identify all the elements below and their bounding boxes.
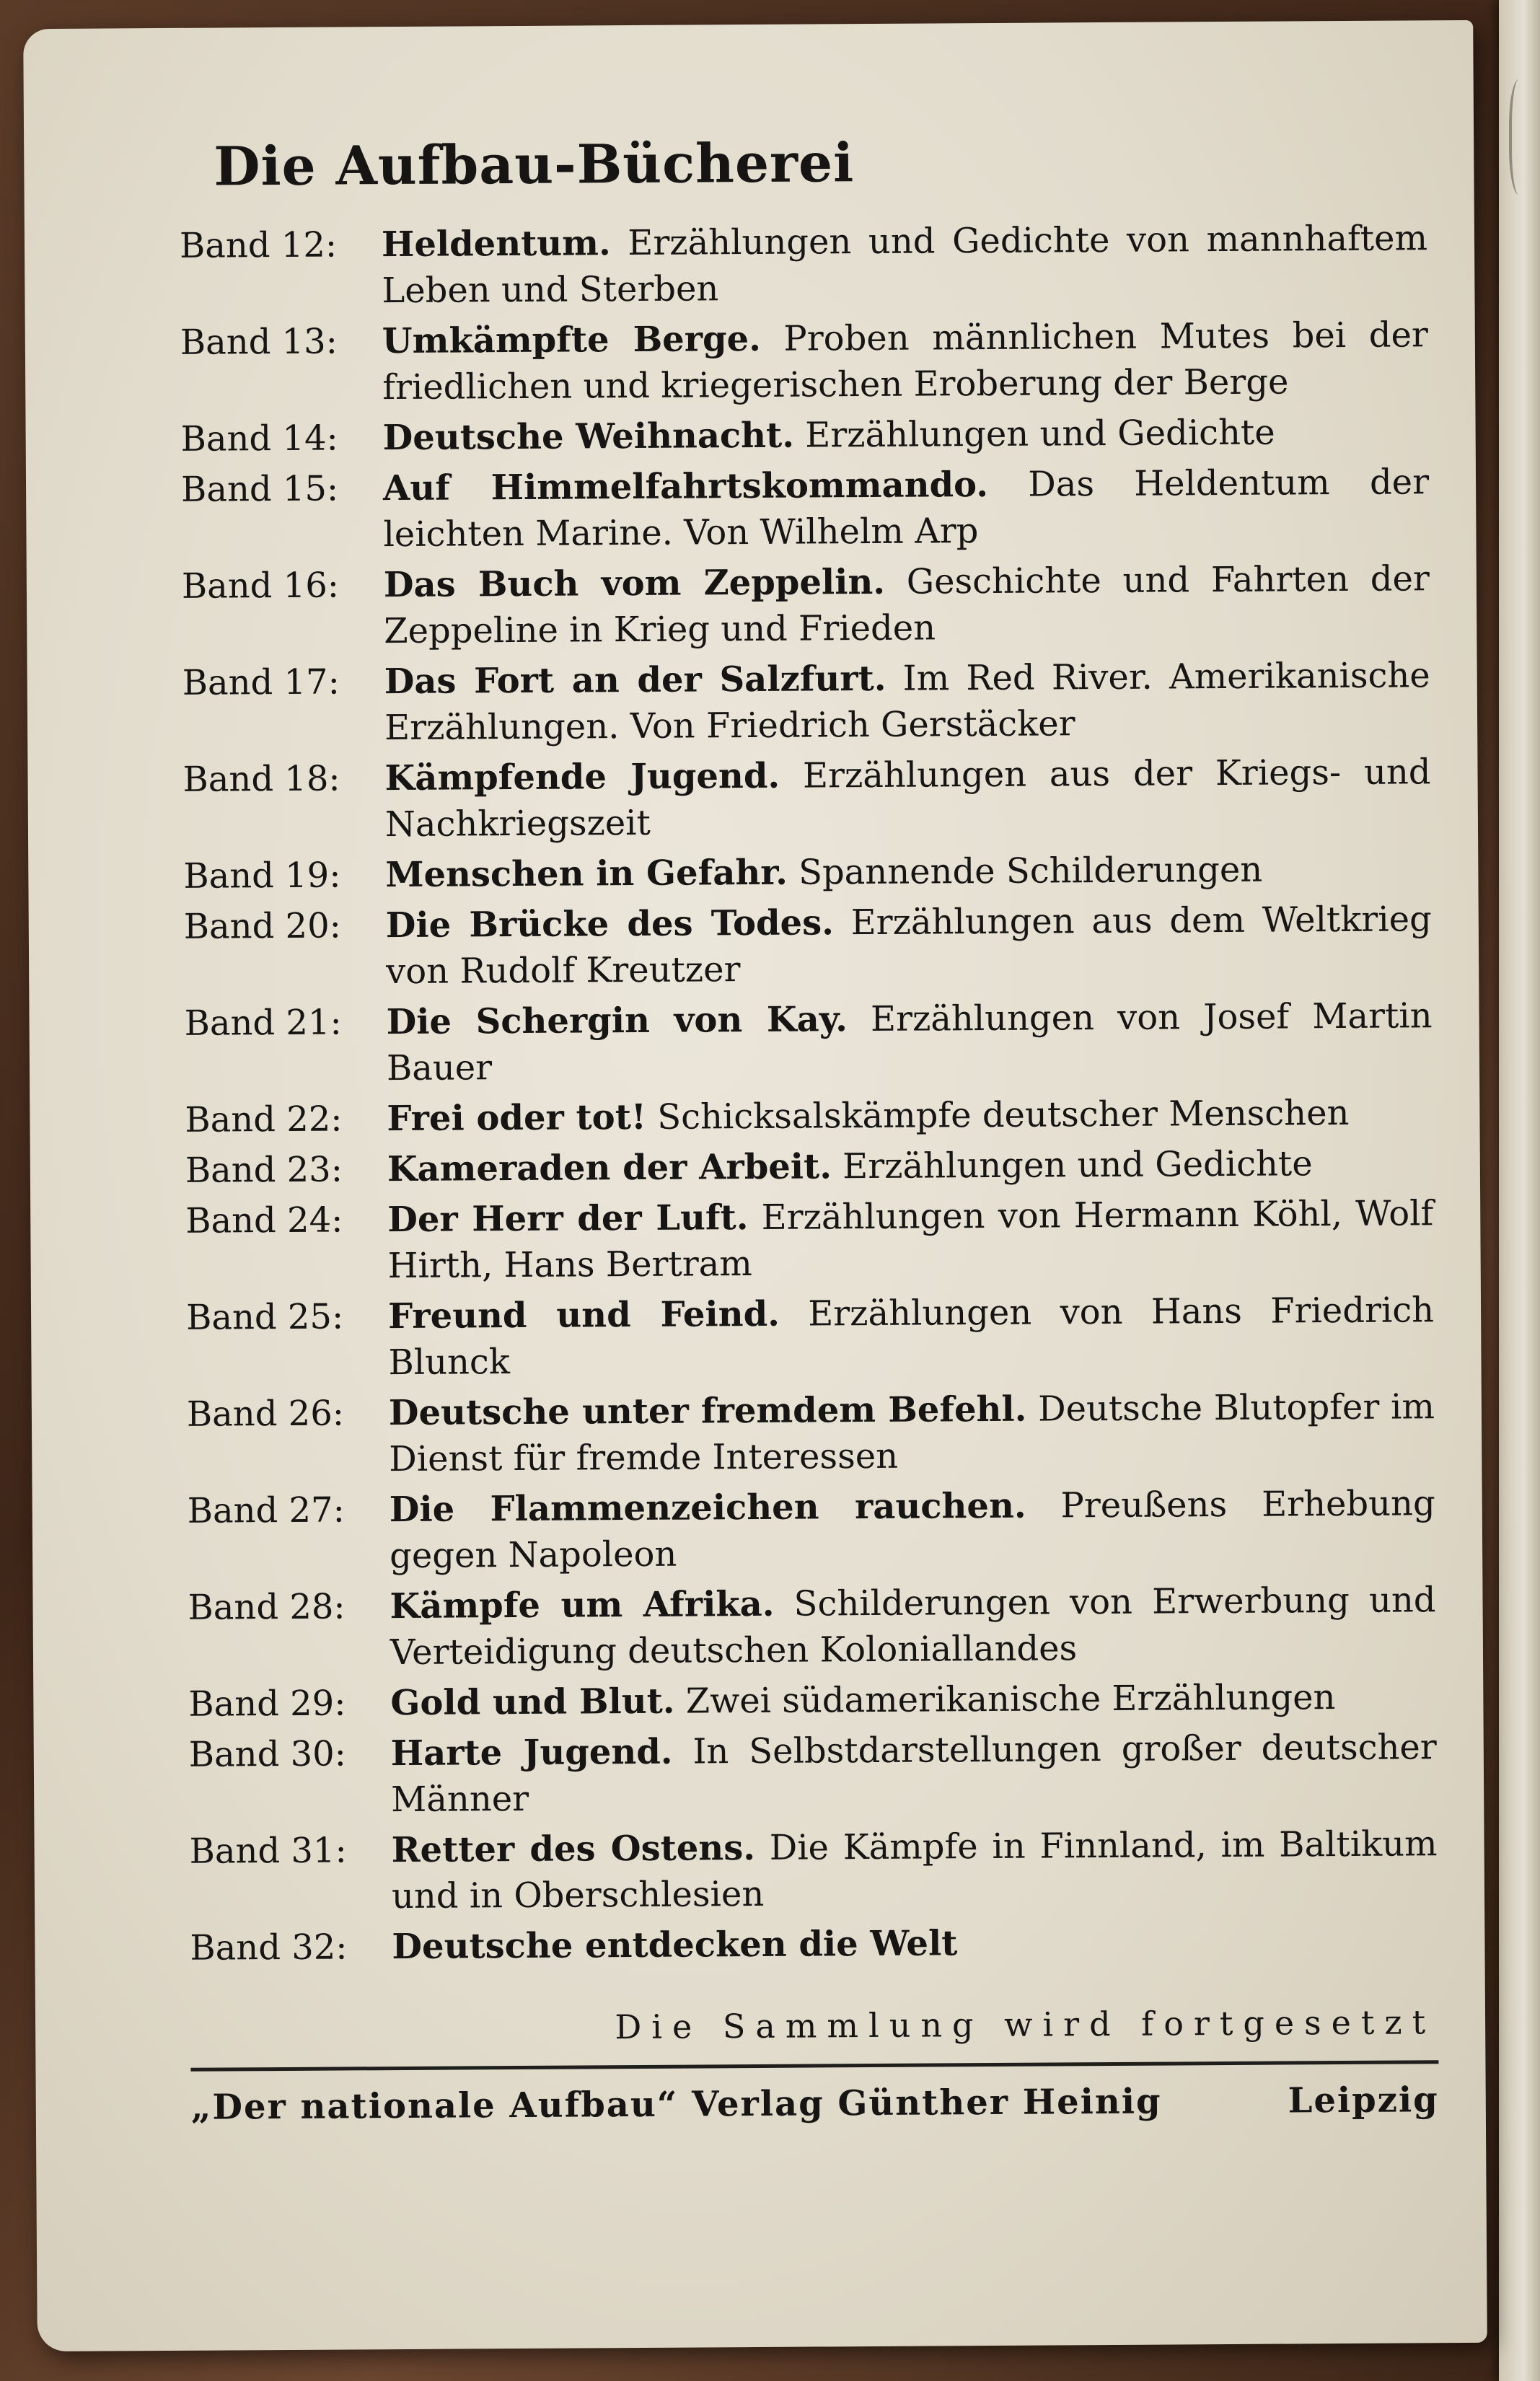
volume-number: Band 29: (188, 1683, 346, 1725)
volume-number: Band 31: (189, 1830, 347, 1872)
volume-description: In Selbstdarstellungen großer deutscher Männer (391, 1727, 1437, 1821)
volume-entry (188, 1673, 1436, 1728)
volume-number: Band 28: (188, 1586, 346, 1628)
volume-description: Erzählungen von Josef Martin Bauer (386, 995, 1433, 1089)
volume-text (387, 1190, 1434, 1289)
volume-description: Deutsche Blutopfer im Dienst für fremde Interessen (389, 1386, 1435, 1480)
volume-number: Band 22: (185, 1099, 343, 1140)
volume-text (392, 1917, 1438, 1970)
volume-description: Erzählungen aus der Kriegs- und Nachkriegszeit (384, 752, 1431, 845)
volume-text (386, 896, 1433, 995)
volume-title: Heldentum. (381, 223, 611, 265)
volume-description: Preußens Erhebung gegen Napoleon (389, 1483, 1435, 1577)
volume-description: Schilderungen von Erwerbung und Verteidigung deutschen Koloniallandes (390, 1580, 1436, 1673)
volume-description: Erzählungen von Hermann Köhl, Wolf Hirth, Hans Bertram (387, 1193, 1434, 1287)
volume-title: Das Buch vom Zeppelin. (383, 561, 886, 606)
volume-text (391, 1821, 1438, 1919)
volume-number: Band 26: (186, 1393, 345, 1435)
footer-rule (190, 2060, 1438, 2072)
volume-entry (184, 896, 1433, 996)
book-page (23, 20, 1487, 2351)
volume-number: Band 25: (185, 1296, 344, 1338)
volume-description: Zwei südamerikanische Erzählungen (685, 1677, 1336, 1722)
volume-number: Band 15: (180, 468, 339, 510)
volume-title: Der Herr der Luft. (387, 1197, 749, 1241)
volume-text (382, 312, 1429, 410)
volume-number: Band 23: (185, 1149, 343, 1191)
volume-description: Erzählungen von Hans Friedrich Blunck (388, 1290, 1435, 1383)
volume-entry (185, 1140, 1433, 1194)
volume-description: Erzählungen und Gedichte von mannhaftem Leben und Sterben (382, 218, 1428, 312)
volume-title: Auf Himmelfahrtskommando. (382, 465, 989, 509)
volume-description: Erzählungen aus dem Weltkrieg von Rudolf Kreutzer (386, 899, 1432, 993)
volume-number: Band 32: (190, 1927, 348, 1968)
volume-entry (185, 1190, 1434, 1290)
volume-description: Erzählungen und Gedichte (842, 1143, 1313, 1187)
volume-title: Deutsche unter fremdem Befehl. (388, 1388, 1027, 1434)
volume-entry (187, 1383, 1435, 1484)
continuation-note: Die Sammlung wird fortgesetzt (615, 2002, 1436, 2047)
volume-description: Im Red River. Amerikanische Erzählungen. Von Friedrich Gerstäcker (384, 655, 1430, 749)
volume-entry (182, 652, 1431, 752)
volume-title: Frei oder tot! (387, 1096, 647, 1140)
adjacent-page-mark (1509, 79, 1534, 195)
volume-text (390, 1577, 1436, 1676)
volume-number: Band 24: (185, 1200, 343, 1241)
volume-entry (182, 555, 1430, 656)
volume-text (387, 1089, 1433, 1142)
volume-number: Band 21: (184, 1002, 342, 1044)
volume-title: Die Brücke des Todes. (385, 902, 835, 946)
volume-entry (180, 312, 1429, 412)
volume-entry (183, 845, 1431, 899)
volume-text (385, 845, 1431, 898)
volume-title: Deutsche Weihnacht. (382, 415, 795, 459)
volume-number: Band 14: (180, 418, 338, 459)
volume-entry (181, 459, 1430, 559)
volume-entry (180, 408, 1428, 462)
volume-title: Die Schergin von Kay. (386, 999, 848, 1043)
volume-list (180, 215, 1438, 1971)
volume-title: Kämpfende Jugend. (384, 755, 780, 799)
volume-title: Retter des Ostens. (391, 1828, 756, 1871)
volume-title: Kameraden der Arbeit. (387, 1146, 832, 1190)
volume-number: Band 16: (181, 565, 340, 607)
volume-description: Erzählungen und Gedichte (805, 412, 1275, 456)
volume-title: Kämpfe um Afrika. (390, 1583, 775, 1627)
volume-number: Band 12: (179, 224, 338, 266)
volume-description: Schicksalskämpfe deutscher Menschen (657, 1092, 1350, 1137)
volume-text (386, 993, 1433, 1091)
volume-text (390, 1673, 1436, 1726)
volume-number: Band 30: (188, 1733, 347, 1775)
volume-text (388, 1287, 1435, 1386)
volume-number: Band 18: (182, 758, 340, 800)
volume-entry (189, 1724, 1438, 1824)
volume-entry (186, 1287, 1435, 1387)
volume-entry (180, 215, 1428, 315)
publisher-city: Leipzig (1288, 2079, 1439, 2121)
volume-entry (189, 1821, 1438, 1921)
volume-number: Band 19: (183, 855, 341, 897)
volume-entry (188, 1577, 1436, 1677)
volume-description: Die Kämpfe in Finnland, im Baltikum und in Oberschlesien (391, 1823, 1438, 1917)
volume-title: Gold und Blut. (390, 1681, 675, 1724)
adjacent-page-edge (1499, 0, 1540, 2381)
volume-title: Menschen in Gefahr. (385, 852, 788, 896)
volume-entry (185, 1089, 1433, 1143)
volume-entry (190, 1917, 1438, 1971)
volume-text (384, 652, 1431, 751)
volume-text (387, 1140, 1433, 1192)
volume-text (382, 408, 1428, 461)
volume-text (383, 459, 1430, 558)
volume-text (382, 215, 1428, 314)
publisher-line (191, 2079, 1439, 2128)
volume-entry (184, 993, 1433, 1093)
volume-number: Band 27: (187, 1489, 345, 1531)
volume-description: Geschichte und Fahrten der Zeppeline in Krieg und Frieden (384, 558, 1430, 652)
volume-number: Band 20: (183, 905, 342, 947)
volume-title: Freund und Feind. (387, 1293, 780, 1337)
volume-number: Band 17: (182, 661, 340, 703)
volume-text (391, 1724, 1438, 1823)
volume-entry (188, 1480, 1436, 1580)
volume-description: Spannende Schilderungen (798, 849, 1263, 893)
volume-text (390, 1480, 1436, 1579)
volume-description: Das Heldentum der leichten Marine. Von Wilhelm Arp (383, 462, 1430, 555)
page-content (179, 128, 1439, 2128)
volume-text (384, 749, 1431, 848)
volume-title: Harte Jugend. (390, 1731, 673, 1774)
page-title: Die Aufbau-Bücherei (214, 132, 855, 198)
volume-title: Deutsche entdecken die Welt (392, 1923, 958, 1968)
volume-text (389, 1383, 1435, 1482)
volume-title: Die Flammenzeichen rauchen. (389, 1485, 1026, 1531)
volume-description: Proben männlichen Mutes bei der friedlichen und kriegerischen Eroberung der Berge (382, 314, 1428, 408)
volume-title: Das Fort an der Salzfurt. (384, 658, 886, 703)
volume-entry (182, 749, 1431, 849)
volume-number: Band 13: (180, 321, 338, 363)
volume-title: Umkämpfte Berge. (382, 318, 761, 362)
volume-text (384, 555, 1430, 654)
publisher-name: „Der nationale Aufbau“ Verlag Günther Heinig (190, 2081, 1162, 2128)
